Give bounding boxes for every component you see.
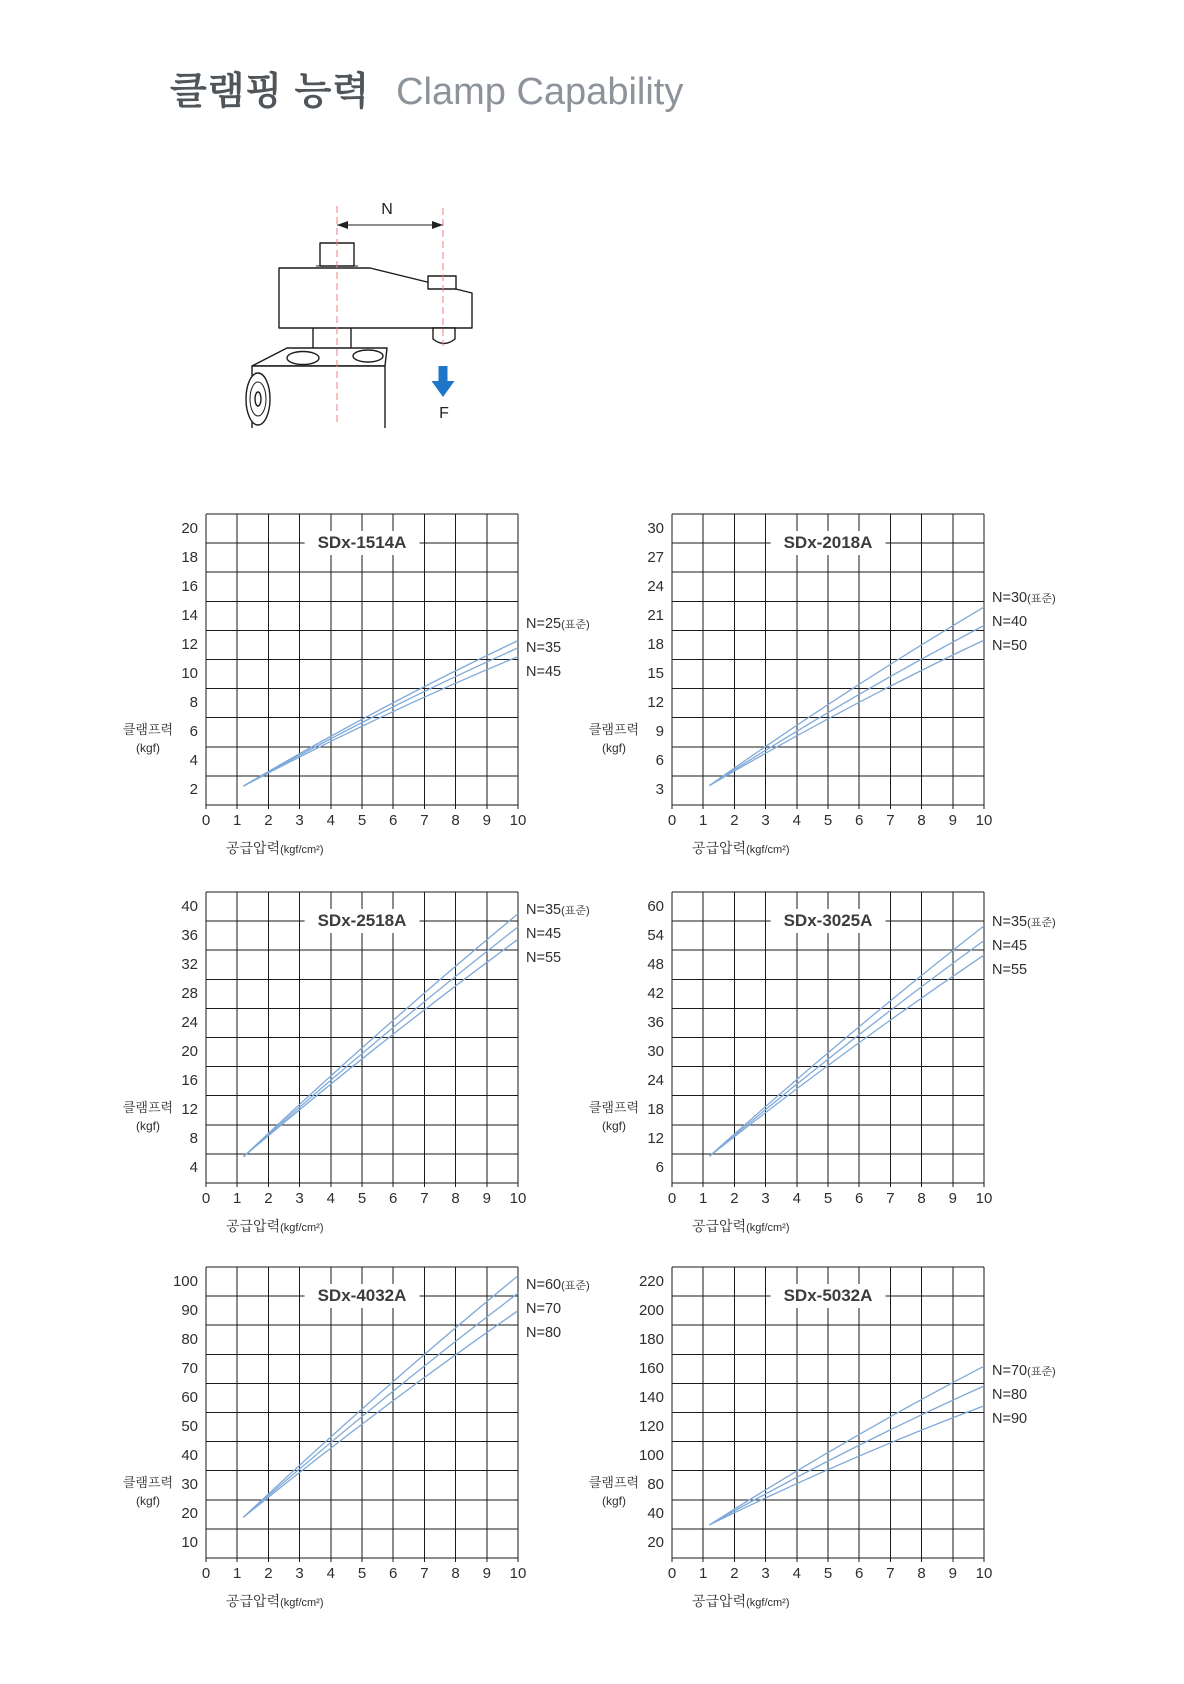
x-tick-label: 6 <box>855 812 864 829</box>
legend-item: N=45 <box>992 938 1028 954</box>
y-tick-label: 3 <box>655 781 664 799</box>
y-tick-label: 18 <box>647 635 664 653</box>
y-tick-label: 28 <box>181 984 198 1002</box>
x-tick-label: 3 <box>761 812 770 829</box>
y-tick-label: 4 <box>189 1159 198 1177</box>
y-tick-label: 50 <box>181 1418 198 1436</box>
clamp-dimension-diagram <box>190 178 490 428</box>
y-tick-label: 160 <box>638 1359 664 1377</box>
y-tick-label: 90 <box>181 1301 198 1319</box>
y-tick-label: 12 <box>647 1130 664 1148</box>
page-title-korean: 클램핑 능력 <box>170 71 371 113</box>
y-tick-label: 48 <box>647 955 664 973</box>
series-line-N=90 <box>709 1406 984 1525</box>
x-axis-caption-unit: (kgf/cm²) <box>280 1597 324 1609</box>
x-tick-label: 6 <box>389 1190 398 1207</box>
legend-item: N=40 <box>992 614 1028 630</box>
x-tick-label: 7 <box>420 812 429 829</box>
legend-item: N=55 <box>526 950 562 966</box>
series-line-N=55 <box>709 955 984 1156</box>
chart-title: SDx-5032A <box>771 1284 886 1308</box>
body-front-face <box>252 366 385 428</box>
x-tick-label: 7 <box>420 1190 429 1207</box>
y-tick-label: 14 <box>181 606 198 624</box>
chart-plot-area <box>206 892 519 1188</box>
legend-item: N=35(표준) <box>526 902 590 918</box>
x-axis-caption <box>226 1591 324 1611</box>
x-axis-caption-text: 공급압력 <box>226 840 281 856</box>
x-tick-label: 6 <box>389 1565 398 1582</box>
force-arrow-icon <box>432 366 455 397</box>
x-axis-caption <box>692 1216 790 1236</box>
y-tick-label: 30 <box>181 1476 198 1494</box>
x-tick-label: 8 <box>917 812 926 829</box>
x-tick-label: 0 <box>201 812 211 829</box>
x-tick-label: 3 <box>761 1190 770 1207</box>
y-tick-label: 6 <box>655 752 664 770</box>
x-tick-label: 5 <box>357 1190 367 1207</box>
grid-lines <box>206 1267 518 1562</box>
x-tick-label: 9 <box>948 1190 957 1207</box>
x-tick-label: 9 <box>948 812 957 829</box>
legend-item: N=30(표준) <box>992 590 1056 606</box>
body-top-port-left <box>287 352 319 365</box>
x-tick-label: 9 <box>482 1190 491 1207</box>
x-tick-label: 10 <box>975 812 993 829</box>
y-axis-caption-unit: (kgf) <box>602 741 626 755</box>
arm-end-nub <box>428 276 456 289</box>
chart-plot-area <box>206 1267 519 1563</box>
x-tick-label: 7 <box>886 1190 895 1207</box>
x-tick-label: 3 <box>295 812 304 829</box>
y-tick-label: 20 <box>181 1505 198 1523</box>
grid-lines <box>672 514 984 809</box>
x-tick-label: 0 <box>667 812 677 829</box>
y-axis-caption-text: 클램프력 <box>588 722 640 737</box>
y-tick-label: 200 <box>638 1301 664 1319</box>
y-tick-label: 18 <box>181 548 198 566</box>
y-axis-caption-unit: (kgf) <box>602 1119 626 1133</box>
x-tick-label: 1 <box>233 1565 242 1582</box>
x-tick-label: 10 <box>975 1565 993 1582</box>
y-tick-label: 36 <box>181 926 198 944</box>
y-tick-label: 20 <box>181 1043 198 1061</box>
x-axis-caption-unit: (kgf/cm²) <box>746 844 790 856</box>
y-axis-caption-text: 클램프력 <box>588 1100 640 1115</box>
chart-title: SDx-2518A <box>305 909 420 933</box>
x-tick-label: 0 <box>667 1565 677 1582</box>
y-tick-label: 100 <box>172 1272 198 1290</box>
y-tick-label: 30 <box>647 1043 664 1061</box>
series-line-N=70 <box>709 1366 984 1525</box>
x-tick-label: 5 <box>357 1565 367 1582</box>
clamp-stem <box>313 326 351 350</box>
y-tick-label: 80 <box>181 1330 198 1348</box>
x-tick-label: 4 <box>792 812 801 829</box>
y-tick-label: 6 <box>189 723 198 741</box>
x-tick-label: 5 <box>357 812 367 829</box>
x-tick-label: 4 <box>326 812 335 829</box>
x-axis-caption-text: 공급압력 <box>692 840 747 856</box>
x-tick-label: 2 <box>264 1190 273 1207</box>
chart-plot-area <box>672 1267 985 1563</box>
y-tick-label: 40 <box>647 1505 664 1523</box>
x-tick-label: 10 <box>509 812 527 829</box>
chart-title: SDx-3025A <box>771 909 886 933</box>
y-tick-label: 24 <box>181 1013 198 1031</box>
y-axis-caption-text: 클램프력 <box>122 1100 174 1115</box>
x-tick-label: 0 <box>201 1190 211 1207</box>
y-tick-label: 70 <box>181 1359 198 1377</box>
x-tick-label: 6 <box>855 1565 864 1582</box>
grid-lines <box>206 514 518 809</box>
grid-lines <box>206 892 518 1187</box>
series-line-N=45 <box>243 657 518 787</box>
y-tick-label: 20 <box>647 1534 664 1552</box>
chart-title: SDx-1514A <box>305 531 420 555</box>
y-axis-caption-unit: (kgf) <box>602 1494 626 1508</box>
x-axis-caption-text: 공급압력 <box>692 1218 747 1234</box>
series-line-N=80 <box>243 1311 518 1518</box>
x-axis-caption <box>226 1216 324 1236</box>
x-axis-caption-unit: (kgf/cm²) <box>746 1597 790 1609</box>
x-tick-label: 3 <box>295 1190 304 1207</box>
y-tick-label: 24 <box>647 1072 664 1090</box>
y-tick-label: 140 <box>638 1388 664 1406</box>
x-axis-caption-text: 공급압력 <box>226 1218 281 1234</box>
x-tick-label: 3 <box>761 1565 770 1582</box>
series-line-N=50 <box>709 640 984 786</box>
x-tick-label: 1 <box>233 1190 242 1207</box>
x-tick-label: 8 <box>451 812 460 829</box>
x-tick-label: 8 <box>451 1190 460 1207</box>
y-tick-label: 16 <box>181 1072 198 1090</box>
x-tick-label: 3 <box>295 1565 304 1582</box>
y-tick-label: 4 <box>189 752 198 770</box>
chart-sdx-2518a <box>122 892 590 1234</box>
x-axis-caption-unit: (kgf/cm²) <box>280 1222 324 1234</box>
x-tick-label: 10 <box>509 1565 527 1582</box>
chart-sdx-1514a <box>122 514 590 856</box>
chart-sdx-2018a <box>588 514 1056 856</box>
x-tick-label: 9 <box>482 812 491 829</box>
y-tick-label: 24 <box>647 577 664 595</box>
y-tick-label: 180 <box>638 1330 664 1348</box>
x-tick-label: 1 <box>233 812 242 829</box>
y-tick-label: 2 <box>189 781 198 799</box>
y-axis-caption-text: 클램프력 <box>588 1475 640 1490</box>
y-tick-label: 80 <box>647 1476 664 1494</box>
legend-item: N=90 <box>992 1411 1028 1427</box>
x-tick-label: 9 <box>948 1565 957 1582</box>
series-line-N=80 <box>709 1386 984 1525</box>
x-tick-label: 2 <box>730 1565 739 1582</box>
legend-item: N=60(표준) <box>526 1277 590 1293</box>
y-tick-label: 8 <box>189 1130 198 1148</box>
x-tick-label: 2 <box>264 812 273 829</box>
y-tick-label: 15 <box>647 665 664 683</box>
legend-item: N=45 <box>526 664 562 680</box>
legend-item: N=50 <box>992 638 1028 654</box>
y-tick-label: 10 <box>181 665 198 683</box>
x-tick-label: 1 <box>699 1565 708 1582</box>
x-tick-label: 7 <box>886 812 895 829</box>
y-axis-caption-text: 클램프력 <box>122 722 174 737</box>
x-tick-label: 1 <box>699 1190 708 1207</box>
x-tick-label: 2 <box>730 1190 739 1207</box>
y-tick-label: 18 <box>647 1101 664 1119</box>
y-axis-caption-unit: (kgf) <box>136 741 160 755</box>
chart-plot-area <box>672 514 985 810</box>
y-tick-label: 60 <box>181 1388 198 1406</box>
grid-lines <box>672 892 984 1187</box>
y-tick-label: 10 <box>181 1534 198 1552</box>
x-tick-label: 8 <box>917 1190 926 1207</box>
series-line-N=55 <box>243 939 518 1157</box>
x-axis-caption-text: 공급압력 <box>226 1593 281 1609</box>
legend-item: N=25(표준) <box>526 616 590 632</box>
legend-item: N=35(표준) <box>992 914 1056 930</box>
y-tick-label: 42 <box>647 984 664 1002</box>
y-axis-caption-unit: (kgf) <box>136 1494 160 1508</box>
y-tick-label: 9 <box>655 723 664 741</box>
chart-plot-area <box>672 892 985 1188</box>
chart-title: SDx-4032A <box>305 1284 420 1308</box>
x-tick-label: 6 <box>389 812 398 829</box>
y-tick-label: 30 <box>647 519 664 537</box>
y-tick-label: 27 <box>647 548 664 566</box>
x-axis-caption-unit: (kgf/cm²) <box>280 844 324 856</box>
x-tick-label: 5 <box>823 1190 833 1207</box>
x-tick-label: 4 <box>792 1190 801 1207</box>
y-tick-label: 36 <box>647 1013 664 1031</box>
y-tick-label: 40 <box>181 1447 198 1465</box>
y-tick-label: 12 <box>181 1101 198 1119</box>
legend-item: N=45 <box>526 926 562 942</box>
y-tick-label: 32 <box>181 955 198 973</box>
clamp-pin <box>433 328 455 344</box>
x-tick-label: 7 <box>420 1565 429 1582</box>
y-tick-label: 120 <box>638 1418 664 1436</box>
chart-plot-area <box>206 514 519 810</box>
side-port-hole <box>255 392 261 406</box>
dimension-label: N <box>381 201 393 218</box>
x-tick-label: 5 <box>823 1565 833 1582</box>
x-tick-label: 7 <box>886 1565 895 1582</box>
x-tick-label: 1 <box>699 812 708 829</box>
body-top-port-right <box>353 350 383 362</box>
legend-item: N=70 <box>526 1301 562 1317</box>
legend-item: N=35 <box>526 640 562 656</box>
chart-sdx-4032a <box>122 1267 590 1609</box>
dimension-arrow-right <box>432 221 443 229</box>
page-header <box>170 60 683 115</box>
x-tick-label: 4 <box>326 1565 335 1582</box>
x-tick-label: 5 <box>823 812 833 829</box>
x-tick-label: 6 <box>855 1190 864 1207</box>
x-tick-label: 0 <box>667 1190 677 1207</box>
chart-sdx-3025a <box>588 892 1056 1234</box>
x-tick-label: 2 <box>264 1565 273 1582</box>
legend-item: N=70(표준) <box>992 1363 1056 1379</box>
x-axis-caption-text: 공급압력 <box>692 1593 747 1609</box>
x-tick-label: 8 <box>451 1565 460 1582</box>
x-tick-label: 0 <box>201 1565 211 1582</box>
y-tick-label: 6 <box>655 1159 664 1177</box>
x-tick-label: 8 <box>917 1565 926 1582</box>
x-tick-label: 4 <box>326 1190 335 1207</box>
x-axis-caption <box>692 1591 790 1611</box>
y-axis-caption-text: 클램프력 <box>122 1475 174 1490</box>
x-axis-caption <box>226 838 324 858</box>
y-tick-label: 12 <box>181 635 198 653</box>
legend-item: N=80 <box>526 1325 562 1341</box>
y-tick-label: 12 <box>647 694 664 712</box>
x-axis-caption-unit: (kgf/cm²) <box>746 1222 790 1234</box>
grid-lines <box>672 1267 984 1562</box>
y-tick-label: 100 <box>638 1447 664 1465</box>
y-tick-label: 54 <box>647 926 664 944</box>
legend-item: N=80 <box>992 1387 1028 1403</box>
y-tick-label: 8 <box>189 694 198 712</box>
dimension-arrow-left <box>337 221 348 229</box>
y-tick-label: 20 <box>181 519 198 537</box>
chart-sdx-5032a <box>588 1267 1056 1609</box>
chart-title: SDx-2018A <box>771 531 886 555</box>
x-tick-label: 10 <box>975 1190 993 1207</box>
x-tick-label: 10 <box>509 1190 527 1207</box>
y-tick-label: 60 <box>647 897 664 915</box>
y-tick-label: 40 <box>181 897 198 915</box>
y-tick-label: 16 <box>181 577 198 595</box>
x-axis-caption <box>692 838 790 858</box>
y-tick-label: 21 <box>647 606 664 624</box>
force-label: F <box>439 405 449 422</box>
x-tick-label: 2 <box>730 812 739 829</box>
legend-item: N=55 <box>992 962 1028 978</box>
y-tick-label: 220 <box>638 1272 664 1290</box>
y-axis-caption-unit: (kgf) <box>136 1119 160 1133</box>
page-title-english: Clamp Capability <box>396 71 684 113</box>
x-tick-label: 4 <box>792 1565 801 1582</box>
x-tick-label: 9 <box>482 1565 491 1582</box>
